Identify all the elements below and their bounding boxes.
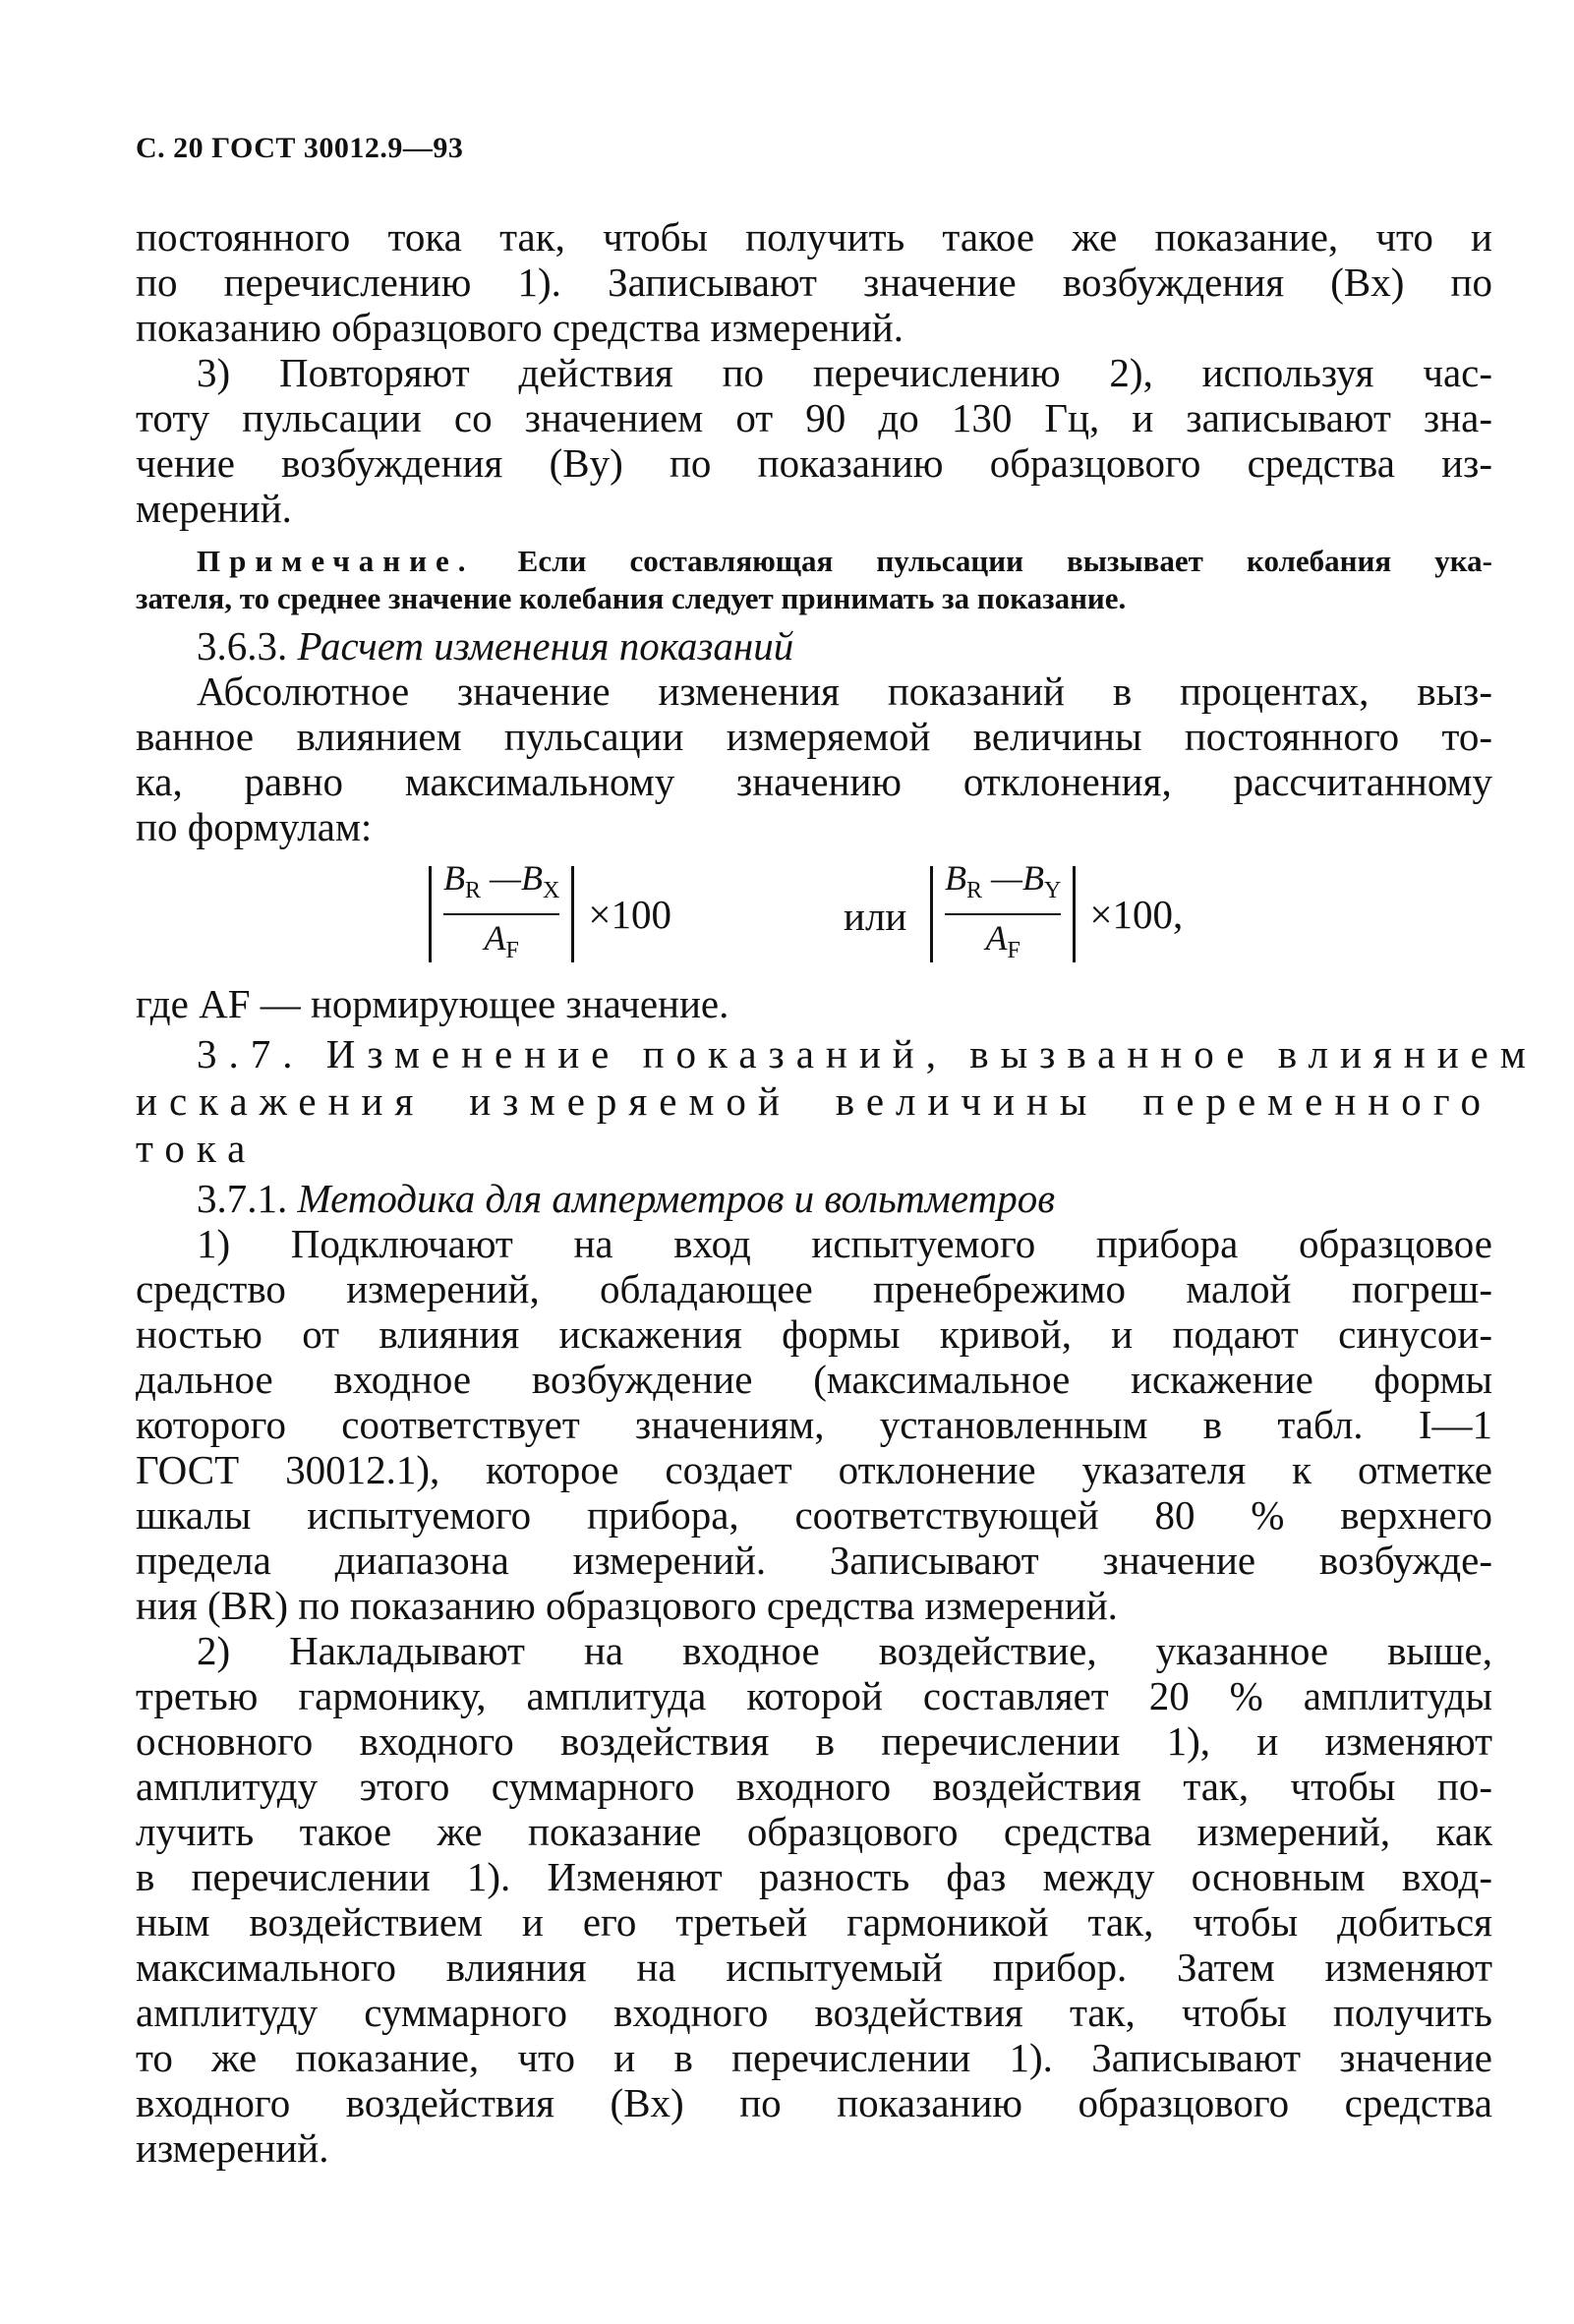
text-line: 3) Повторяют действия по перечислению 2), используя час- (197, 350, 1492, 395)
text-line: максимального влияния на испытуемый прибор. Затем изменяют (136, 1945, 1492, 1990)
heading-line: тока (136, 1126, 258, 1171)
paragraph-step-3 (136, 350, 1492, 531)
text-line: амплитуду этого суммарного входного воздействия так, чтобы по- (136, 1764, 1492, 1809)
section-title: Методика для амперметров и вольтметров (297, 1176, 1055, 1221)
text-line: тоту пульсации со значением от 90 до 130 Гц, и записывают зна- (136, 395, 1492, 440)
fraction-line (443, 913, 559, 915)
text-line: ка, равно максимальному значению отклонения, рассчитанному (136, 759, 1492, 804)
heading-line: искажения измеряемой величины переменного (136, 1078, 1492, 1124)
text-line: то же показание, что и в перечислении 1). Записывают значение (136, 2035, 1492, 2080)
text-line: ГОСТ 30012.1), которое создает отклонение указателя к отметке (136, 1447, 1492, 1492)
multiplier: ×100, (1089, 892, 1184, 937)
text-line: 2) Накладывают на входное воздействие, указанное выше, (197, 1628, 1492, 1673)
text-line: чение возбуждения (By) по показанию образцового средства из- (136, 440, 1492, 486)
section-heading-3-7 (136, 1030, 1538, 1172)
section-number: 3.6.3. (197, 623, 288, 668)
numerator: $B_R$ $—B_X$ (443, 857, 560, 903)
note-line: зателя, то среднее значение колебания следует принимать за показание. (136, 581, 1127, 615)
text-line: постоянного тока так, чтобы получить такое же показание, что и (136, 214, 1492, 260)
where-line: где AF — нормирующее значение. (136, 981, 729, 1026)
text-line: по формулам: (136, 804, 373, 849)
text-line: третью гармонику, амплитуда которой составляет 20 % амплитуды (136, 1673, 1492, 1718)
text-line: шкалы испытуемого прибора, соответствующей 80 % верхнего (136, 1492, 1492, 1538)
paragraph-step-1 (136, 1221, 1492, 1628)
fraction (432, 857, 571, 971)
text-line: ния (BR) по показанию образцового средства измерений. (136, 1583, 1118, 1628)
text-line: предела диапазона измерений. Записывают значение возбужде- (136, 1538, 1492, 1583)
document-body (136, 214, 1538, 2171)
section-number: 3.7.1. (197, 1176, 288, 1221)
text-line: мерений. (136, 486, 292, 531)
text-line: лучить такое же показание образцового средства измерений, как (136, 1809, 1492, 1854)
text-line: которого соответствует значениям, установленным в табл. I—1 (136, 1402, 1492, 1447)
paragraph-step-2 (136, 1628, 1492, 2171)
text-line: в перечислении 1). Изменяют разность фаз между основным вход- (136, 1854, 1492, 1899)
text-line: ным воздействием и его третьей гармоникой так, чтобы добиться (136, 1899, 1492, 1945)
multiplier: ×100 (588, 892, 671, 937)
text-line: по перечислению 1). Записывают значение возбуждения (Bx) по (136, 260, 1492, 305)
text-line: ностью от влияния искажения формы кривой, и подают синусои- (136, 1311, 1492, 1357)
note-line (136, 543, 1492, 580)
paragraph-calculation (136, 668, 1492, 849)
formula-or: или (844, 894, 907, 939)
text-line: средство измерений, обладающее пренебрежимо малой погреш- (136, 1266, 1492, 1311)
formula-right (930, 855, 1183, 973)
page-header: С. 20 ГОСТ 30012.9—93 (136, 132, 464, 164)
heading-line: 3.7. Изменение показаний, вызванное влиянием (197, 1031, 1538, 1076)
section-title: Расчет изменения показаний (297, 623, 794, 668)
denominator: $A_F$ (484, 918, 519, 964)
text-line: входного воздействия (Bx) по показанию образцового средства (136, 2080, 1492, 2125)
formula (136, 855, 1492, 973)
numerator: $B_R$ $—B_Y$ (945, 857, 1062, 903)
section-heading-3-7-1 (136, 1176, 1492, 1221)
note-text: Если составляющая пульсации вызывает колебания ука- (517, 544, 1493, 578)
text-line: показанию образцового средства измерений. (136, 305, 904, 350)
text-line: ванное влиянием пульсации измеряемой величины постоянного то- (136, 714, 1492, 759)
text-line: Абсолютное значение изменения показаний в процентах, выз- (197, 668, 1492, 714)
note-label: Примечание. (197, 544, 475, 578)
paragraph-continuation (136, 214, 1492, 350)
text-line: дальное входное возбуждение (максимальное искажение формы (136, 1357, 1492, 1402)
text-line: основного входного воздействия в перечислении 1), и изменяют (136, 1718, 1492, 1764)
fraction (933, 857, 1073, 971)
note-block (136, 543, 1492, 617)
denominator: $A_F$ (985, 918, 1020, 964)
text-line: 1) Подключают на вход испытуемого прибора образцовое (197, 1221, 1492, 1266)
text-line: амплитуду суммарного входного воздействия так, чтобы получить (136, 1990, 1492, 2035)
text-line: измерений. (136, 2125, 329, 2171)
fraction-line (945, 913, 1061, 915)
formula-left (429, 855, 671, 973)
section-heading-3-6-3 (136, 623, 1492, 668)
